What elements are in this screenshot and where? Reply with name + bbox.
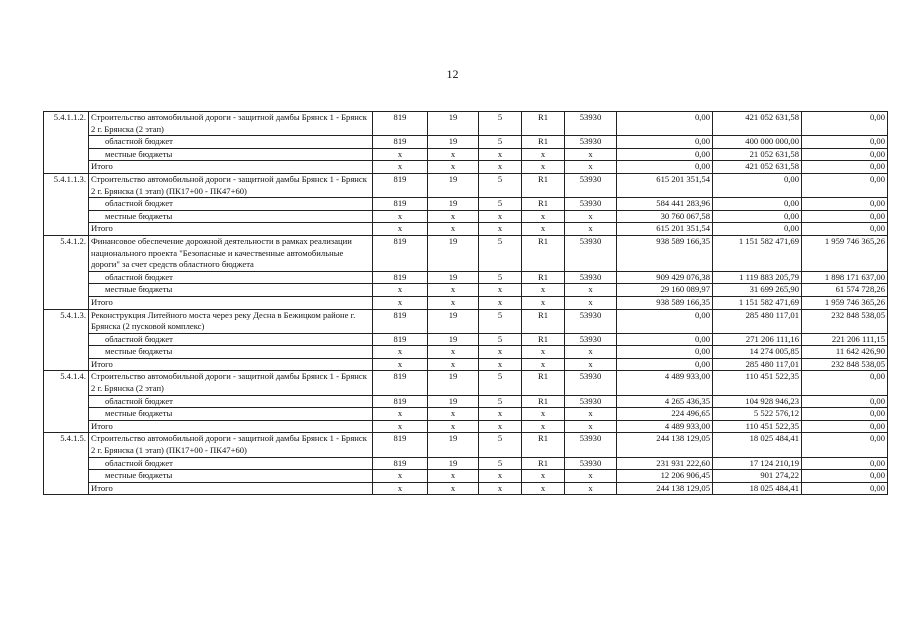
table-cell: 5	[479, 198, 522, 211]
table-row	[44, 296, 888, 309]
table-cell: 53930	[565, 173, 617, 197]
table-cell: 31 699 265,90	[713, 284, 802, 297]
table-cell: 0,00	[802, 210, 888, 223]
table-cell: 30 760 067,58	[617, 210, 713, 223]
table-cell: 0,00	[802, 470, 888, 483]
table-cell: 1 151 582 471,69	[713, 296, 802, 309]
table-cell: 0,00	[617, 333, 713, 346]
table-cell: 819	[373, 173, 428, 197]
table-cell: 53930	[565, 433, 617, 457]
row-total-label: Итого	[89, 420, 373, 433]
table-cell: x	[565, 482, 617, 495]
table-cell: 0,00	[617, 346, 713, 359]
table-cell: 53930	[565, 395, 617, 408]
table-cell: 5	[479, 433, 522, 457]
table-cell: x	[373, 210, 428, 223]
table-cell: 1 959 746 365,26	[802, 296, 888, 309]
section-title: Строительство автомобильной дороги - защитной дамбы Брянск 1 - Брянск 2 г. Брянска (1 этап) (ПК17+00 - ПК47+60)	[89, 173, 373, 197]
table-cell: x	[522, 223, 565, 236]
row-code-spacer	[44, 358, 89, 371]
table-cell: 4 489 933,00	[617, 420, 713, 433]
table-cell: 232 848 538,05	[802, 309, 888, 333]
table-cell: x	[428, 161, 479, 174]
row-total-label: Итого	[89, 482, 373, 495]
table-cell: x	[565, 223, 617, 236]
table-cell: x	[373, 482, 428, 495]
table-cell: x	[428, 223, 479, 236]
table-cell: x	[373, 284, 428, 297]
table-cell: 244 138 129,05	[617, 482, 713, 495]
table-cell: 4 265 436,35	[617, 395, 713, 408]
table-cell: 19	[428, 371, 479, 395]
table-cell: 19	[428, 136, 479, 149]
table-row	[44, 223, 888, 236]
table-cell: 0,00	[802, 482, 888, 495]
row-label: местные бюджеты	[89, 470, 373, 483]
table-cell: 19	[428, 198, 479, 211]
table-cell: 53930	[565, 198, 617, 211]
table-cell: R1	[522, 395, 565, 408]
table-row	[44, 358, 888, 371]
table-cell: x	[522, 296, 565, 309]
table-row	[44, 346, 888, 359]
table-cell: 909 429 076,38	[617, 271, 713, 284]
table-cell: 0,00	[802, 223, 888, 236]
table-cell: 421 052 631,58	[713, 161, 802, 174]
table-cell: 53930	[565, 112, 617, 136]
table-cell: x	[565, 210, 617, 223]
table-cell: x	[522, 346, 565, 359]
table-cell: x	[373, 148, 428, 161]
table-cell: 14 274 005,85	[713, 346, 802, 359]
table-cell: 901 274,22	[713, 470, 802, 483]
table-cell: x	[428, 210, 479, 223]
table-cell: x	[565, 148, 617, 161]
table-cell: 1 959 746 365,26	[802, 235, 888, 271]
table-cell: 19	[428, 395, 479, 408]
table-cell: 0,00	[713, 173, 802, 197]
table-cell: 1 151 582 471,69	[713, 235, 802, 271]
table-cell: 421 052 631,58	[713, 112, 802, 136]
table-cell: 819	[373, 395, 428, 408]
table-row	[44, 136, 888, 149]
table-row	[44, 333, 888, 346]
table-cell: 938 589 166,35	[617, 296, 713, 309]
row-code-spacer	[44, 482, 89, 495]
table-cell: 232 848 538,05	[802, 358, 888, 371]
row-code-spacer	[44, 408, 89, 421]
table-cell: x	[428, 470, 479, 483]
table-cell: x	[479, 482, 522, 495]
table-cell: x	[565, 358, 617, 371]
row-code-spacer	[44, 395, 89, 408]
table-cell: R1	[522, 198, 565, 211]
table-cell: 1 119 883 205,79	[713, 271, 802, 284]
table-cell: x	[373, 223, 428, 236]
table-cell: 4 489 933,00	[617, 371, 713, 395]
table-cell: 0,00	[802, 457, 888, 470]
table-cell: 53930	[565, 309, 617, 333]
table-cell: 819	[373, 136, 428, 149]
table-cell: x	[373, 420, 428, 433]
table-cell: 0,00	[802, 161, 888, 174]
table-cell: 12 206 906,45	[617, 470, 713, 483]
table-cell: 0,00	[802, 198, 888, 211]
table-cell: 0,00	[802, 433, 888, 457]
table-cell: x	[479, 420, 522, 433]
table-cell: R1	[522, 271, 565, 284]
table-row	[44, 161, 888, 174]
table-cell: 285 480 117,01	[713, 309, 802, 333]
table-cell: 819	[373, 112, 428, 136]
table-cell: x	[479, 358, 522, 371]
row-label: областной бюджет	[89, 198, 373, 211]
table-cell: 819	[373, 235, 428, 271]
table-cell: 0,00	[713, 210, 802, 223]
table-cell: 0,00	[617, 112, 713, 136]
table-cell: 271 206 111,16	[713, 333, 802, 346]
table-cell: x	[479, 408, 522, 421]
table-cell: x	[373, 470, 428, 483]
table-cell: x	[373, 161, 428, 174]
section-title: Реконструкция Литейного моста через реку Десна в Бежицком районе г. Брянска (2 пусковой комплекс)	[89, 309, 373, 333]
row-code-spacer	[44, 333, 89, 346]
table-cell: R1	[522, 173, 565, 197]
table-row	[44, 457, 888, 470]
table-cell: 5 522 576,12	[713, 408, 802, 421]
table-row	[44, 198, 888, 211]
table-cell: 53930	[565, 457, 617, 470]
table-cell: x	[522, 210, 565, 223]
table-cell: x	[522, 161, 565, 174]
section-row	[44, 309, 888, 333]
row-label: областной бюджет	[89, 457, 373, 470]
table-cell: x	[565, 296, 617, 309]
table-cell: x	[479, 148, 522, 161]
table-cell: 224 496,65	[617, 408, 713, 421]
table-cell: 0,00	[617, 358, 713, 371]
table-cell: 0,00	[617, 136, 713, 149]
table-cell: 0,00	[802, 136, 888, 149]
table-cell: 0,00	[802, 112, 888, 136]
table-cell: x	[428, 148, 479, 161]
table-cell: 285 480 117,01	[713, 358, 802, 371]
row-code-spacer	[44, 296, 89, 309]
table-cell: x	[479, 210, 522, 223]
section-title: Строительство автомобильной дороги - защитной дамбы Брянск 1 - Брянск 2 г. Брянска (2 этап)	[89, 112, 373, 136]
row-label: местные бюджеты	[89, 284, 373, 297]
table-cell: 0,00	[617, 148, 713, 161]
table-cell: 615 201 351,54	[617, 173, 713, 197]
table-cell: R1	[522, 457, 565, 470]
table-cell: 819	[373, 271, 428, 284]
table-cell: 19	[428, 333, 479, 346]
section-row	[44, 112, 888, 136]
table-cell: 5	[479, 112, 522, 136]
table-cell: 29 160 089,97	[617, 284, 713, 297]
row-code-spacer	[44, 420, 89, 433]
table-row	[44, 470, 888, 483]
table-cell: R1	[522, 235, 565, 271]
table-cell: x	[565, 408, 617, 421]
table-cell: 0,00	[802, 371, 888, 395]
table-cell: 110 451 522,35	[713, 420, 802, 433]
table-cell: 5	[479, 173, 522, 197]
table-cell: 19	[428, 235, 479, 271]
table-cell: 0,00	[802, 420, 888, 433]
table-cell: 231 931 222,60	[617, 457, 713, 470]
section-code: 5.4.1.3.	[44, 309, 89, 333]
section-title: Строительство автомобильной дороги - защитной дамбы Брянск 1 - Брянск 2 г. Брянска (2 этап)	[89, 371, 373, 395]
row-label: областной бюджет	[89, 333, 373, 346]
row-code-spacer	[44, 210, 89, 223]
table-cell: R1	[522, 433, 565, 457]
table-cell: 5	[479, 395, 522, 408]
row-label: местные бюджеты	[89, 210, 373, 223]
row-label: областной бюджет	[89, 136, 373, 149]
table-cell: 0,00	[802, 148, 888, 161]
table-row	[44, 420, 888, 433]
table-cell: x	[522, 358, 565, 371]
table-row	[44, 395, 888, 408]
section-row	[44, 235, 888, 271]
table-cell: 19	[428, 433, 479, 457]
table-cell: x	[565, 161, 617, 174]
section-code: 5.4.1.1.2.	[44, 112, 89, 136]
row-total-label: Итого	[89, 161, 373, 174]
table-cell: 938 589 166,35	[617, 235, 713, 271]
table-cell: 1 898 171 637,00	[802, 271, 888, 284]
table-cell: 819	[373, 371, 428, 395]
table-cell: 819	[373, 309, 428, 333]
table-cell: 0,00	[713, 223, 802, 236]
table-row	[44, 271, 888, 284]
row-total-label: Итого	[89, 296, 373, 309]
table-cell: 53930	[565, 271, 617, 284]
row-label: местные бюджеты	[89, 408, 373, 421]
table-cell: 5	[479, 271, 522, 284]
row-code-spacer	[44, 223, 89, 236]
section-title: Финансовое обеспечение дорожной деятельности в рамках реализации национального проекта "Безопасные и качественные автомобильные дороги" за счет средств областного бюджета	[89, 235, 373, 271]
table-cell: 0,00	[713, 198, 802, 211]
table-cell: 53930	[565, 371, 617, 395]
table-cell: 584 441 283,96	[617, 198, 713, 211]
table-cell: x	[522, 420, 565, 433]
section-code: 5.4.1.4.	[44, 371, 89, 395]
table-cell: R1	[522, 371, 565, 395]
table-cell: R1	[522, 333, 565, 346]
table-cell: x	[522, 470, 565, 483]
row-code-spacer	[44, 161, 89, 174]
section-row	[44, 371, 888, 395]
section-code: 5.4.1.2.	[44, 235, 89, 271]
table-cell: x	[565, 420, 617, 433]
row-label: местные бюджеты	[89, 148, 373, 161]
row-code-spacer	[44, 470, 89, 483]
table-cell: x	[565, 284, 617, 297]
row-code-spacer	[44, 148, 89, 161]
table-cell: x	[373, 358, 428, 371]
table-cell: 53930	[565, 136, 617, 149]
table-cell: x	[428, 346, 479, 359]
table-cell: 819	[373, 198, 428, 211]
row-total-label: Итого	[89, 223, 373, 236]
section-code: 5.4.1.5.	[44, 433, 89, 457]
table-cell: 400 000 000,00	[713, 136, 802, 149]
row-label: местные бюджеты	[89, 346, 373, 359]
table-cell: 19	[428, 309, 479, 333]
table-cell: 104 928 946,23	[713, 395, 802, 408]
table-cell: 0,00	[617, 309, 713, 333]
row-label: областной бюджет	[89, 395, 373, 408]
table-cell: 819	[373, 433, 428, 457]
table-cell: x	[428, 358, 479, 371]
table-cell: 5	[479, 235, 522, 271]
table-cell: x	[522, 408, 565, 421]
table-cell: x	[479, 223, 522, 236]
table-cell: 19	[428, 457, 479, 470]
table-cell: x	[479, 346, 522, 359]
section-title: Строительство автомобильной дороги - защитной дамбы Брянск 1 - Брянск 2 г. Брянска (1 этап) (ПК17+00 - ПК47+60)	[89, 433, 373, 457]
table-cell: 11 642 426,90	[802, 346, 888, 359]
table-cell: 0,00	[802, 395, 888, 408]
table-cell: x	[522, 148, 565, 161]
table-row	[44, 482, 888, 495]
section-row	[44, 173, 888, 197]
table-row	[44, 408, 888, 421]
row-code-spacer	[44, 346, 89, 359]
table-cell: x	[479, 470, 522, 483]
table-cell: 21 052 631,58	[713, 148, 802, 161]
row-code-spacer	[44, 284, 89, 297]
section-code: 5.4.1.1.3.	[44, 173, 89, 197]
table-cell: 5	[479, 333, 522, 346]
table-cell: 61 574 728,26	[802, 284, 888, 297]
table-cell: 0,00	[617, 161, 713, 174]
table-cell: 53930	[565, 235, 617, 271]
table-row	[44, 210, 888, 223]
table-row	[44, 284, 888, 297]
table-cell: 244 138 129,05	[617, 433, 713, 457]
table-cell: x	[428, 420, 479, 433]
table-cell: 18 025 484,41	[713, 433, 802, 457]
table-cell: 615 201 351,54	[617, 223, 713, 236]
table-cell: R1	[522, 112, 565, 136]
table-cell: 5	[479, 136, 522, 149]
table-cell: x	[373, 296, 428, 309]
row-code-spacer	[44, 457, 89, 470]
table-cell: 17 124 210,19	[713, 457, 802, 470]
budget-table-body	[44, 112, 888, 495]
table-cell: x	[428, 296, 479, 309]
table-cell: x	[373, 408, 428, 421]
table-cell: 19	[428, 271, 479, 284]
table-cell: x	[428, 482, 479, 495]
table-cell: 819	[373, 333, 428, 346]
row-code-spacer	[44, 136, 89, 149]
table-cell: x	[522, 482, 565, 495]
table-cell: R1	[522, 136, 565, 149]
table-cell: 0,00	[802, 173, 888, 197]
table-cell: 18 025 484,41	[713, 482, 802, 495]
table-cell: x	[479, 296, 522, 309]
table-cell: 221 206 111,15	[802, 333, 888, 346]
table-cell: x	[565, 346, 617, 359]
table-cell: 5	[479, 371, 522, 395]
table-cell: x	[565, 470, 617, 483]
row-code-spacer	[44, 198, 89, 211]
row-total-label: Итого	[89, 358, 373, 371]
table-cell: R1	[522, 309, 565, 333]
table-row	[44, 148, 888, 161]
table-cell: 819	[373, 457, 428, 470]
table-cell: 110 451 522,35	[713, 371, 802, 395]
table-cell: x	[428, 284, 479, 297]
table-cell: x	[428, 408, 479, 421]
budget-table	[43, 111, 888, 495]
page-number: 12	[446, 67, 459, 81]
table-cell: x	[479, 284, 522, 297]
table-cell: 5	[479, 309, 522, 333]
section-row	[44, 433, 888, 457]
table-cell: x	[479, 161, 522, 174]
table-cell: 19	[428, 173, 479, 197]
row-label: областной бюджет	[89, 271, 373, 284]
table-cell: 0,00	[802, 408, 888, 421]
table-cell: 19	[428, 112, 479, 136]
table-cell: 5	[479, 457, 522, 470]
row-code-spacer	[44, 271, 89, 284]
table-cell: x	[522, 284, 565, 297]
table-cell: x	[373, 346, 428, 359]
table-cell: 53930	[565, 333, 617, 346]
